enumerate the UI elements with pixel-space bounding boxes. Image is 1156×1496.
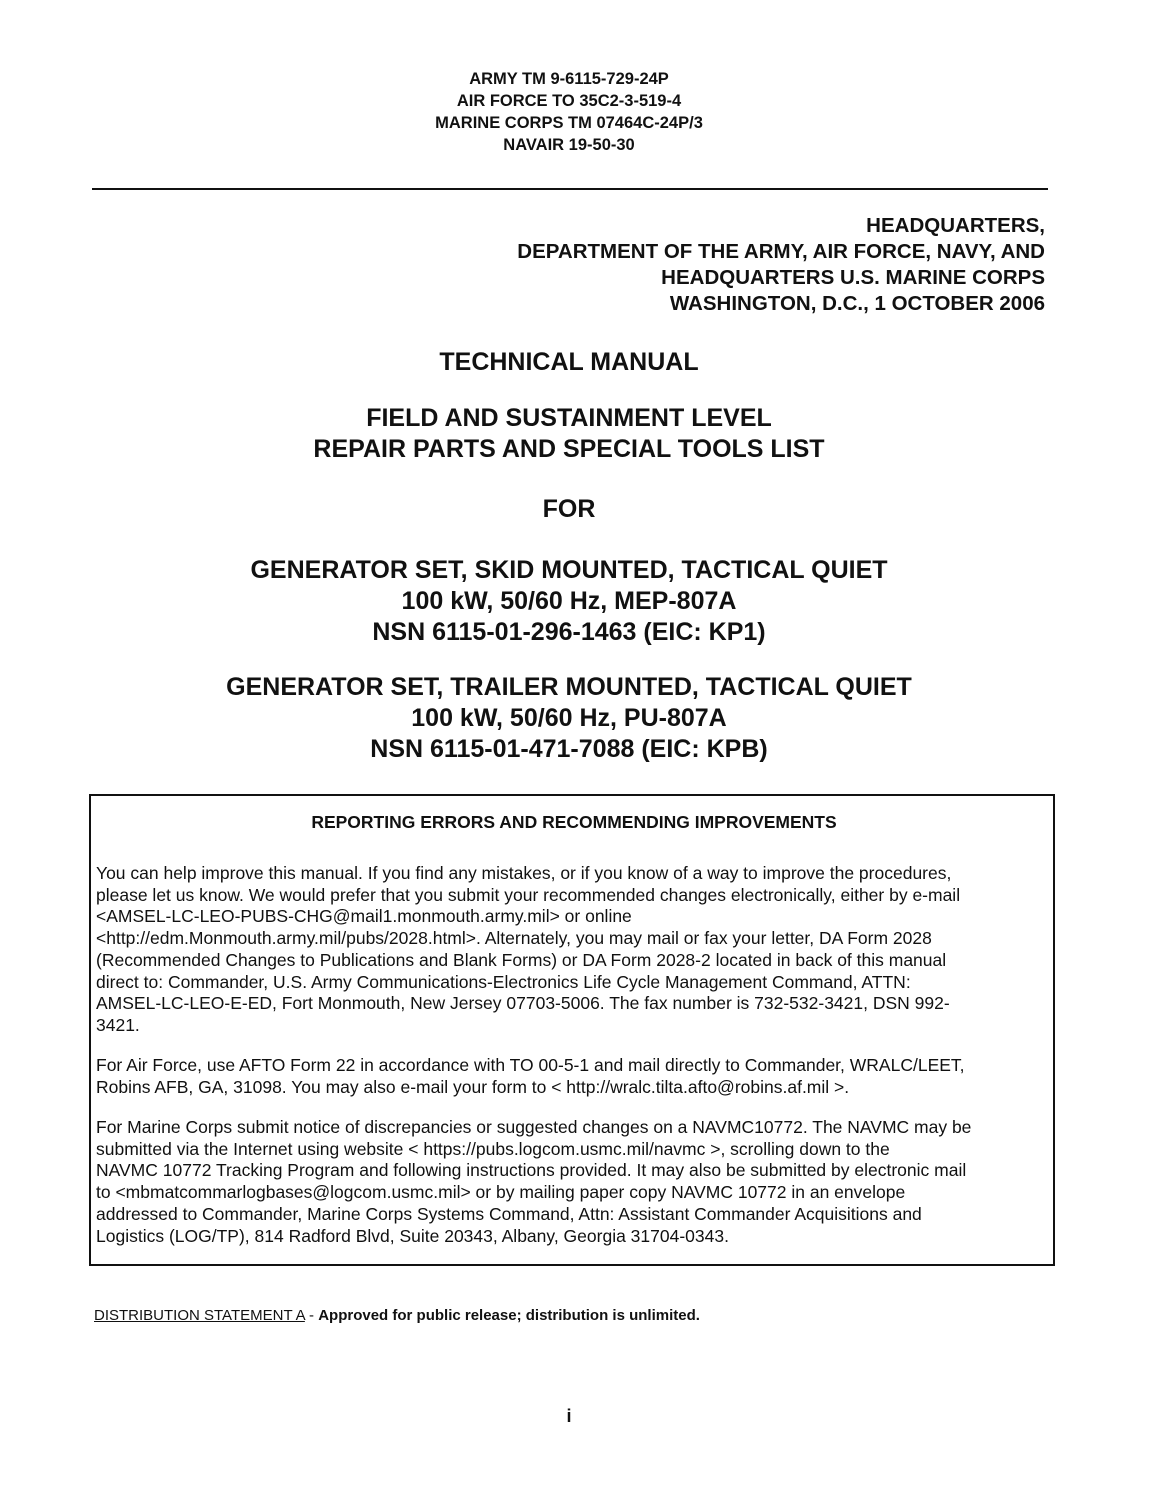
equipment-name: GENERATOR SET, SKID MOUNTED, TACTICAL QUIET [250, 556, 888, 584]
distribution-separator: - [304, 1307, 319, 1324]
header-divider [92, 188, 1048, 190]
hq-line-1: HEADQUARTERS, [866, 214, 1045, 237]
paragraph-line: to <mbmatcommarlogbases@logcom.usmc.mil> or by mailing paper copy NAVMC 10772 in an envelope [96, 1182, 906, 1203]
paragraph-line: For Marine Corps submit notice of discrepancies or suggested changes on a NAVMC10772. The NAVMC may be [96, 1117, 972, 1137]
reporting-title: REPORTING ERRORS AND RECOMMENDING IMPROVEMENTS [311, 812, 837, 832]
distribution-label: DISTRIBUTION STATEMENT A [94, 1307, 305, 1324]
paragraph-line: please let us know. We would prefer that you submit your recommended changes electronically, either by e-mail [96, 884, 961, 905]
manual-title-line-2: REPAIR PARTS AND SPECIAL TOOLS LIST [313, 435, 825, 463]
distribution-statement [94, 1306, 700, 1326]
paragraph-line: For Air Force, use AFTO Form 22 in accordance with TO 00-5-1 and mail directly to Commander, WRALC/LEET, [96, 1055, 965, 1075]
paragraph-line: <http://edm.Monmouth.army.mil/pubs/2028.html>. Alternately, you may mail or fax your letter, DA Form 2028 [96, 928, 932, 949]
equipment-rating: 100 kW, 50/60 Hz, PU-807A [411, 704, 727, 732]
hq-line-2: DEPARTMENT OF THE ARMY, AIR FORCE, NAVY, AND [517, 240, 1045, 263]
equipment-nsn: NSN 6115-01-471-7088 (EIC: KPB) [370, 735, 768, 763]
reporting-errors-box [89, 794, 1055, 1266]
air-force-reporting-paragraph [96, 1055, 1052, 1098]
paragraph-line: You can help improve this manual. If you find any mistakes, or if you know of a way to improve the procedures, [96, 863, 952, 883]
paragraph-line: addressed to Commander, Marine Corps Systems Command, Attn: Assistant Commander Acquisitions and [96, 1203, 922, 1224]
paragraph-line: 3421. [96, 1014, 140, 1035]
equipment-name: GENERATOR SET, TRAILER MOUNTED, TACTICAL QUIET [226, 673, 912, 701]
paragraph-line: Robins AFB, GA, 31098. You may also e-mail your form to < http://wralc.tilta.afto@robins.af.mil >. [96, 1076, 850, 1097]
paragraph-line: (Recommended Changes to Publications and Blank Forms) or DA Form 2028-2 located in back of this manual [96, 949, 947, 970]
page-number: i [566, 1406, 572, 1426]
document-type: TECHNICAL MANUAL [439, 348, 699, 376]
hq-date-line: WASHINGTON, D.C., 1 OCTOBER 2006 [669, 292, 1045, 315]
army-reporting-paragraph [96, 863, 1052, 1037]
headquarters-block [517, 213, 1045, 317]
manual-title-line-1: FIELD AND SUSTAINMENT LEVEL [366, 404, 772, 432]
equipment-item [0, 672, 1138, 765]
hq-line-3: HEADQUARTERS U.S. MARINE CORPS [661, 266, 1045, 289]
paragraph-line: AMSEL-LC-LEO-E-ED, Fort Monmouth, New Jersey 07703-5006. The fax number is 732-532-3421, DSN 992- [96, 993, 950, 1014]
equipment-nsn: NSN 6115-01-296-1463 (EIC: KP1) [372, 618, 766, 646]
navair-number: NAVAIR 19-50-30 [503, 136, 635, 154]
publication-numbers [0, 68, 1138, 156]
paragraph-line: direct to: Commander, U.S. Army Communications-Electronics Life Cycle Management Command, ATTN: [96, 971, 911, 992]
for-label: FOR [542, 495, 596, 523]
air-force-to-number: AIR FORCE TO 35C2-3-519-4 [456, 92, 682, 110]
manual-title [0, 403, 1138, 465]
army-tm-number: ARMY TM 9-6115-729-24P [469, 70, 669, 88]
paragraph-line: <AMSEL-LC-LEO-PUBS-CHG@mail1.monmouth.army.mil> or online [96, 906, 632, 927]
equipment-rating: 100 kW, 50/60 Hz, MEP-807A [401, 587, 737, 615]
marine-corps-tm-number: MARINE CORPS TM 07464C-24P/3 [435, 114, 703, 132]
equipment-item [0, 555, 1138, 648]
paragraph-line: NAVMC 10772 Tracking Program and following instructions provided. It may also be submitted by electronic mail [96, 1160, 967, 1181]
distribution-text: Approved for public release; distribution is unlimited. [318, 1307, 700, 1324]
paragraph-line: Logistics (LOG/TP), 814 Radford Blvd, Suite 20343, Albany, Georgia 31704-0343. [96, 1225, 729, 1246]
paragraph-line: submitted via the Internet using website < https://pubs.logcom.usmc.mil/navmc >, scrolling down to the [96, 1138, 890, 1159]
marine-corps-reporting-paragraph [96, 1117, 1052, 1247]
